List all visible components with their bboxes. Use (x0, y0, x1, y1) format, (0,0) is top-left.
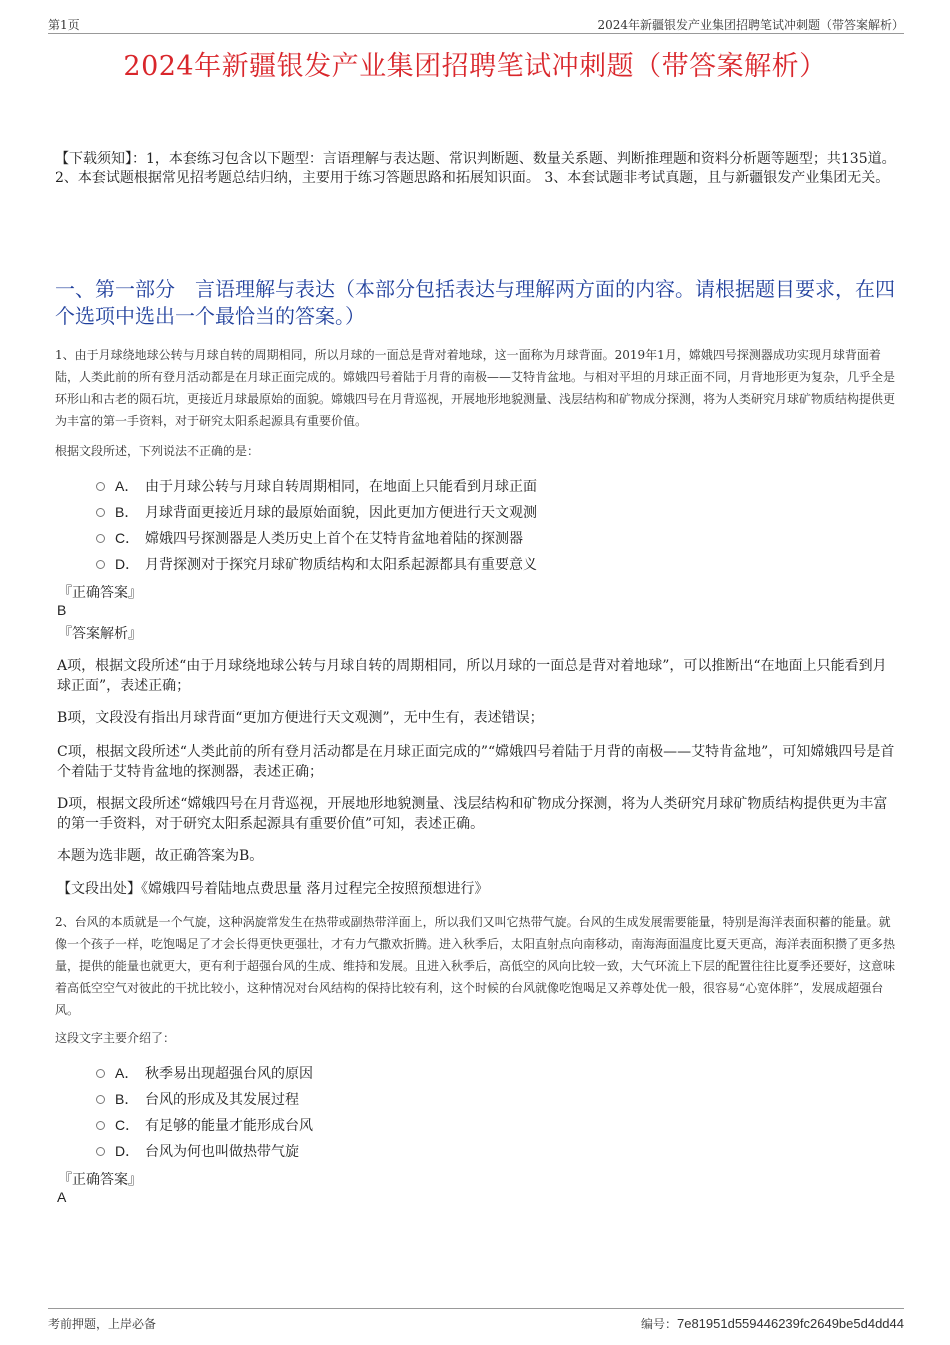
question-1-analysis-label: 『答案解析』 (58, 626, 142, 642)
question-1-options (96, 473, 896, 577)
document-title: 2024年新疆银发产业集团招聘笔试冲刺题（带答案解析） (123, 51, 827, 82)
download-notice: 【下载须知】：1，本套练习包含以下题型：言语理解与表达题、常识判断题、数量关系题、判断推理题和资料分析题等题型；共135道。 2、本套试题根据常见招考题总结归纳，主要用于练习答题思路和拓展知识面。 3、本套试题非考试真题，且与新疆银发产业集团无关。 (55, 151, 896, 186)
header-doc-title: 2024年新疆银发产业集团招聘笔试冲刺题（带答案解析） (597, 18, 904, 32)
radio-icon[interactable] (96, 1095, 105, 1104)
radio-icon[interactable] (96, 508, 105, 517)
radio-icon[interactable] (96, 482, 105, 491)
footer-code-line (641, 1315, 904, 1332)
question-2-option-a[interactable]: A． 秋季易出现超强台风的原因 (96, 1060, 896, 1086)
question-1-analysis-a: A项，根据文段所述“由于月球绕地球公转与月球自转的周期相同，所以月球的一面总是背对着地球”，可以推断出“在地面上只能看到月球正面”，表述正确； (57, 658, 887, 694)
radio-icon[interactable] (96, 1121, 105, 1130)
page-header (48, 14, 904, 34)
footer-code: 7e81951d559446239fc2649be5d4dd44 (676, 1316, 904, 1331)
question-1-analysis-d: D项，根据文段所述“嫦娥四号在月背巡视，开展地形地貌测量、浅层结构和矿物成分探测，将为人类研究月球矿物质结构提供更为丰富的第一手资料，对于研究太阳系起源具有重要价值”可知，表述正确。 (57, 796, 888, 832)
question-1-option-d[interactable]: D． 月背探测对于探究月球矿物质结构和太阳系起源都具有重要意义 (96, 551, 896, 577)
footer-code-label: 编号： (640, 1317, 677, 1331)
radio-icon[interactable] (96, 534, 105, 543)
question-1-answer: B (57, 602, 67, 618)
question-1-conclusion: 本题为选非题，故正确答案为B。 (57, 848, 264, 864)
question-2-option-c[interactable]: C． 有足够的能量才能形成台风 (96, 1112, 896, 1138)
section-title: 一、第一部分 言语理解与表达（本部分包括表达与理解两方面的内容。请根据题目要求，在四个选项中选出一个最恰当的答案。） (55, 277, 895, 328)
question-1-prompt: 根据文段所述，下列说法不正确的是： (55, 444, 260, 458)
question-1-analysis-c: C项，根据文段所述“人类此前的所有登月活动都是在月球正面完成的”“嫦娥四号着陆于月背的南极——艾特肯盆地”，可知嫦娥四号是首个着陆于艾特肯盆地的探测器，表述正确； (57, 744, 895, 780)
question-2-answer: A (57, 1189, 67, 1205)
radio-icon[interactable] (96, 560, 105, 569)
page-number: 第1页 (48, 18, 80, 32)
question-1-source: 【文段出处】《嫦娥四号着陆地点费思量 落月过程完全按照预想进行》 (57, 881, 489, 897)
footer-slogan: 考前押题，上岸必备 (48, 1317, 157, 1331)
question-2-prompt: 这段文字主要介绍了： (55, 1031, 176, 1045)
question-2-option-d[interactable]: D． 台风为何也叫做热带气旋 (96, 1138, 896, 1164)
question-1-answer-label: 『正确答案』 (58, 585, 142, 601)
question-1-text: 1、由于月球绕地球公转与月球自转的周期相同，所以月球的一面总是背对着地球，这一面称为月球背面。2019年1月，嫦娥四号探测器成功实现月球背面着陆，人类此前的所有登月活动都是在月球正面完成的。嫦娥四号着陆于月背的南极——艾特肯盆地。与相对平坦的月球正面不同，月背地形更为复杂，几乎全是环形山和古老的陨石坑，更接近月球最原始的面貌。嫦娥四号在月背巡视，开展地形地貌测量、浅层结构和矿物成分探测，将为人类研究月球矿物质结构提供更为丰富的第一手资料，对于研究太阳系起源具有重要价值。 (55, 348, 896, 428)
question-2-answer-label: 『正确答案』 (58, 1172, 142, 1188)
question-1-option-c[interactable]: C． 嫦娥四号探测器是人类历史上首个在艾特肯盆地着陆的探测器 (96, 525, 896, 551)
question-1-analysis-b: B项，文段没有指出月球背面“更加方便进行天文观测”，无中生有，表述错误； (57, 710, 544, 726)
radio-icon[interactable] (96, 1069, 105, 1078)
question-2-text: 2、台风的本质就是一个气旋，这种涡旋常发生在热带或副热带洋面上，所以我们又叫它热带气旋。台风的生成发展需要能量，特别是海洋表面积蓄的能量。就像一个孩子一样，吃饱喝足了才会长得更快更强壮，才有力气撒欢折腾。进入秋季后，太阳直射点向南移动，南海海面温度比夏天更高，海洋表面积攒了更多热量，提供的能量也就更大，更有利于超强台风的生成、维持和发展。且进入秋季后，高低空的风向比较一致，大气环流上下层的配置往往比夏季还要好，这意味着高低空空气对彼此的干扰比较小，这种情况对台风结构的保持比较有利，这个时候的台风就像吃饱喝足又养尊处优一般，很容易“心宽体胖”，发展成超强台风。 (55, 915, 896, 1017)
question-2-option-b[interactable]: B． 台风的形成及其发展过程 (96, 1086, 896, 1112)
question-2-options (96, 1060, 896, 1164)
radio-icon[interactable] (96, 1147, 105, 1156)
question-1-option-a[interactable]: A． 由于月球公转与月球自转周期相同，在地面上只能看到月球正面 (96, 473, 896, 499)
question-1-option-b[interactable]: B． 月球背面更接近月球的最原始面貌，因此更加方便进行天文观测 (96, 499, 896, 525)
page-footer (48, 1308, 904, 1338)
